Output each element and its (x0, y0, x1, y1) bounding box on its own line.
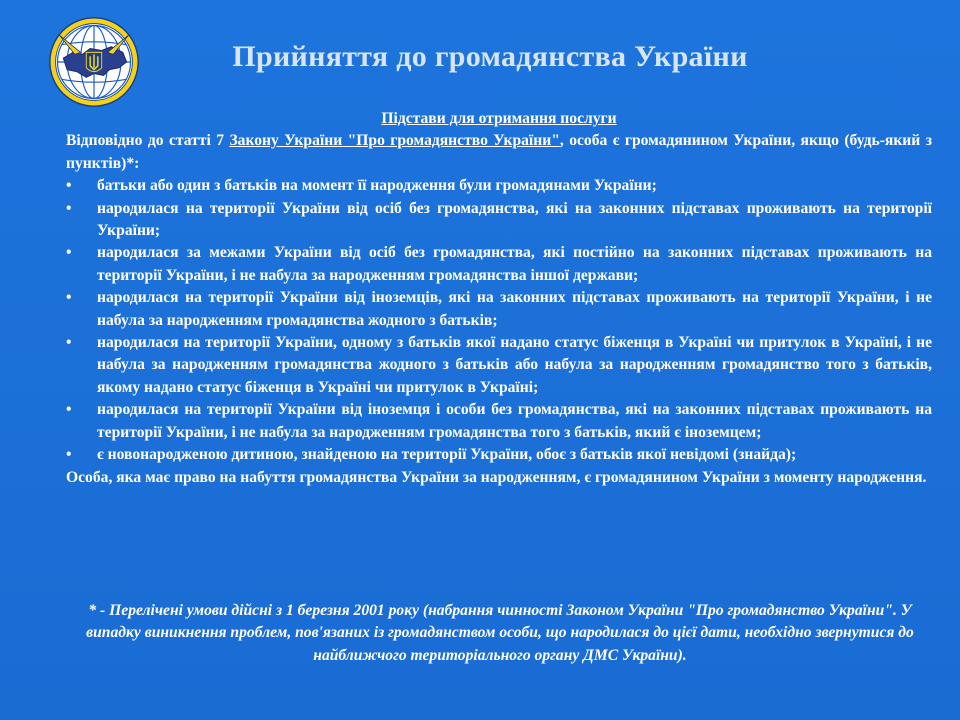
list-item-text: народилася на території України, одному з батьків якої надано статус біженця в Україні чи притулок в Україні, і не набула за народженням громадянства жодного з батьків або набула за народженням громадянство того з батьків, якому надано статус біженця в Україні чи притулок в Україні; (97, 334, 932, 396)
intro-prefix: Відповідно до статті 7 (66, 132, 230, 150)
page-title: Прийняття до громадянства України (232, 40, 748, 73)
list-item-text: є новонародженою дитиною, знайденою на території України, обоє з батьків якої невідомі (знайда); (97, 446, 797, 464)
section-heading: Підстави для отримання послуги (381, 110, 617, 127)
law-link[interactable]: Закону України "Про громадянство України" (229, 132, 560, 150)
bullet-icon: • (66, 334, 72, 352)
bullet-icon: • (66, 289, 72, 307)
intro-suffix: , особа є громадянином України, якщо (будь-який з пунктів)*: (66, 132, 932, 172)
list-item (66, 332, 932, 399)
intro-paragraph (66, 130, 932, 175)
list-item-text: народилася на території України від іноземця і особи без громадянства, які на законних підставах проживають на території України, і не набула за народженням громадянства того з батьків, який є іноземцем; (97, 401, 932, 441)
dms-emblem-icon (46, 14, 142, 110)
closing-paragraph: Особа, яка має право на набуття громадянства України за народженням, є громадянином України з моменту народження. (66, 468, 927, 486)
list-item-text: батьки або один з батьків на момент її народження були громадянами України; (97, 177, 657, 195)
content-body (66, 108, 932, 489)
list-item (66, 242, 932, 287)
list-item (66, 444, 932, 466)
list-item-text: народилася за межами України від осіб без громадянства, які постійно на законних підставах проживають на території України, і не набула за народженням громадянства іншої держави; (97, 244, 932, 284)
list-item-text: народилася на території України від осіб без громадянства, які на законних підставах проживають на території України; (97, 199, 932, 240)
list-item (66, 198, 932, 243)
bullet-icon: • (66, 177, 72, 195)
list-item (66, 287, 932, 332)
footnote: * - Перелічені умови дійсні з 1 березня 2001 року (набрання чинності Законом України "Про громадянство України". У випадку виникнення проблем, пов'язаних із громадянством особи, що народилася до цієї дати, необхідно звернутися до найближчого територіального органу ДМС України). (86, 602, 914, 664)
list-item-text: народилася на території України від іноземців, які на законних підставах проживають на території України, і не набула за народженням громадянства жодного з батьків; (97, 289, 932, 329)
list-item (66, 175, 932, 197)
bullet-icon: • (66, 244, 72, 262)
bullet-icon: • (66, 401, 72, 419)
conditions-list (66, 175, 932, 466)
bullet-icon: • (66, 199, 72, 217)
bullet-icon: • (66, 446, 72, 464)
list-item (66, 399, 932, 444)
